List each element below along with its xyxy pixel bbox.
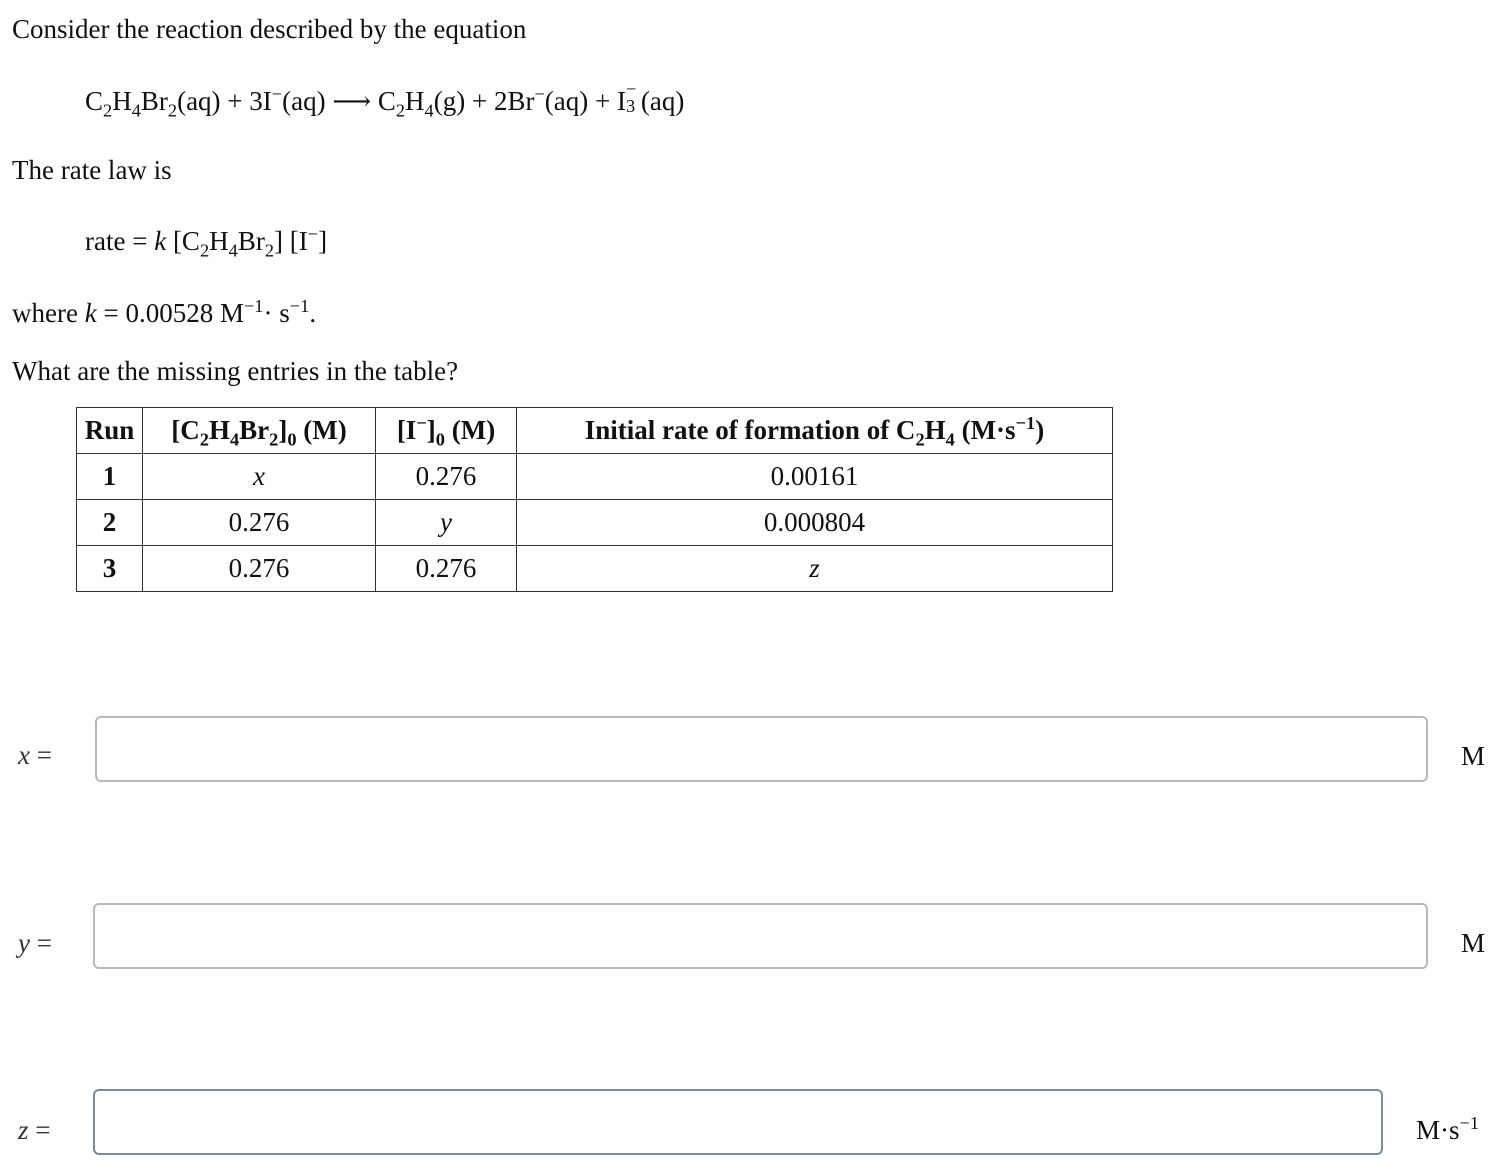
header-initial-rate: Initial rate of formation of $C_2H_4$ $(M\cdot s^{-1})$ <box>517 408 1113 454</box>
x-label: x = <box>18 740 52 770</box>
cell-c2h4br2: x <box>143 454 376 500</box>
cell-iodide: 0.276 <box>376 454 517 500</box>
intro-text: Consider the reaction described by the equation <box>12 14 527 44</box>
table-row <box>77 500 1113 546</box>
reaction-arrow: ⟶ <box>332 86 372 116</box>
cell-run: 3 <box>77 546 143 592</box>
z-unit: $M\cdot s^{-1}$ <box>1416 1112 1480 1145</box>
y-answer-input[interactable] <box>93 903 1428 969</box>
header-iodide-concentration: $[I^-]_0$ (M) <box>376 408 517 454</box>
cell-rate: 0.00161 <box>517 454 1113 500</box>
table-row <box>77 546 1113 592</box>
kinetics-data-table <box>76 407 1113 592</box>
header-c2h4br2-concentration: $[C_2H_4Br_2]_0$ (M) <box>143 408 376 454</box>
cell-iodide: 0.276 <box>376 546 517 592</box>
x-unit: M <box>1461 741 1486 771</box>
y-label: y = <box>18 928 52 958</box>
question-text: What are the missing entries in the table? <box>12 356 459 386</box>
cell-c2h4br2: 0.276 <box>143 546 376 592</box>
cell-run: 1 <box>77 454 143 500</box>
x-answer-input[interactable] <box>95 716 1428 782</box>
cell-iodide: y <box>376 500 517 546</box>
cell-rate: z <box>517 546 1113 592</box>
rate-constant-line: where k = 0.00528 $M^{-1}\cdot s^{-1}$. <box>12 295 317 328</box>
table-row <box>77 454 1113 500</box>
z-label: z = <box>18 1115 51 1145</box>
y-unit: M <box>1461 928 1486 958</box>
header-run: Run <box>77 408 143 454</box>
cell-rate: 0.000804 <box>517 500 1113 546</box>
rate-law-equation: rate = k $[C_2H_4Br_2]$ [I−] <box>85 223 328 261</box>
table-header-row <box>77 408 1113 454</box>
cell-c2h4br2: 0.276 <box>143 500 376 546</box>
rate-law-intro: The rate law is <box>12 155 172 185</box>
z-answer-input[interactable] <box>93 1089 1383 1155</box>
cell-run: 2 <box>77 500 143 546</box>
reaction-equation: $C_2H_4Br_2(aq) + 3I^-(aq)$ ⟶ $C_2H_4(g) + 2Br^-(aq) + I$ − 3 (aq) <box>85 79 685 121</box>
